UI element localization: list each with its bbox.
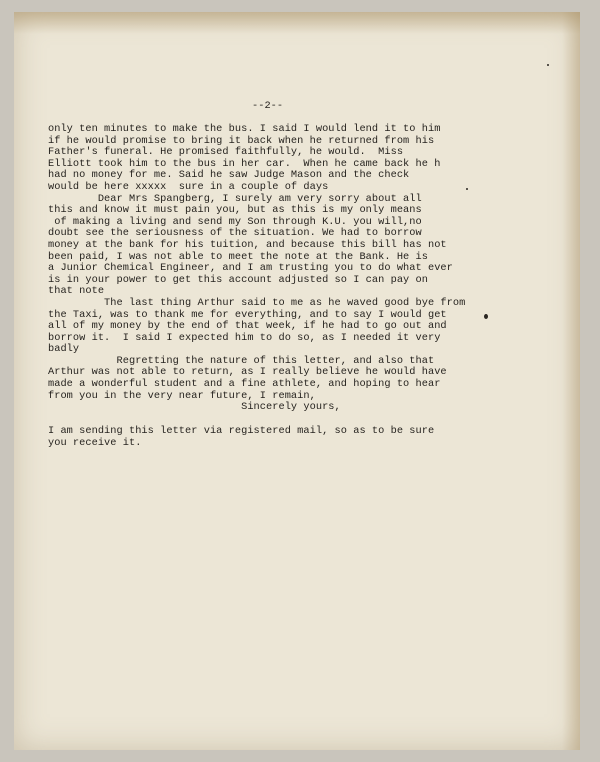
- body-line: doubt see the seriousness of the situation. We had to borrow: [48, 227, 422, 240]
- paper-stain-top: [14, 12, 580, 34]
- postscript-line: you receive it.: [48, 436, 142, 449]
- body-line: Arthur was not able to return, as I really believe he would have: [48, 366, 447, 379]
- body-line: if he would promise to bring it back when he returned from his: [48, 134, 435, 147]
- body-line: of making a living and send my Son through K.U. you will,no: [48, 215, 422, 228]
- body-line: badly: [48, 343, 80, 356]
- body-line: would be here xxxxx sure in a couple of days: [48, 180, 329, 193]
- body-line: money at the bank for his tuition, and because this bill has not: [48, 238, 447, 251]
- body-line: Regretting the nature of this letter, and also that: [48, 354, 435, 367]
- page-number: --2--: [252, 100, 284, 112]
- letter-body: [48, 124, 465, 414]
- closing-line: Sincerely yours,: [48, 401, 341, 414]
- body-line: borrow it. I said I expected him to do so, as I needed it very: [48, 331, 441, 344]
- body-line: Dear Mrs Spangberg, I surely am very sorry about all: [48, 192, 422, 205]
- body-line: that note: [48, 285, 105, 298]
- body-line: made a wonderful student and a fine athlete, and hoping to hear: [48, 378, 441, 391]
- body-line: from you in the very near future, I remain,: [48, 389, 316, 402]
- body-line: this and know it must pain you, but as this is my only means: [48, 204, 422, 217]
- postscript: [48, 426, 434, 449]
- body-line: Father's funeral. He promised faithfully, he would. Miss: [48, 146, 404, 159]
- ink-speck: [466, 188, 468, 190]
- body-line: The last thing Arthur said to me as he waved good bye from: [48, 296, 466, 309]
- body-line: only ten minutes to make the bus. I said I would lend it to him: [48, 123, 441, 135]
- body-line: Elliott took him to the bus in her car. When he came back he h: [48, 157, 441, 170]
- paper-stain-right: [562, 12, 580, 750]
- body-line: a Junior Chemical Engineer, and I am trusting you to do what ever: [48, 262, 453, 275]
- body-line: been paid, I was not able to meet the note at the Bank. He is: [48, 250, 428, 263]
- ink-speck: [484, 314, 488, 319]
- body-line: all of my money by the end of that week, if he had to go out and: [48, 320, 447, 333]
- body-line: the Taxi, was to thank me for everything, and to say I would get: [48, 308, 447, 321]
- ink-speck: [547, 64, 549, 66]
- postscript-line: I am sending this letter via registered mail, so as to be sure: [48, 425, 435, 437]
- body-line: had no money for me. Said he saw Judge Mason and the check: [48, 169, 410, 182]
- typed-letter-page: [14, 12, 580, 750]
- body-line: is in your power to get this account adjusted so I can pay on: [48, 273, 428, 286]
